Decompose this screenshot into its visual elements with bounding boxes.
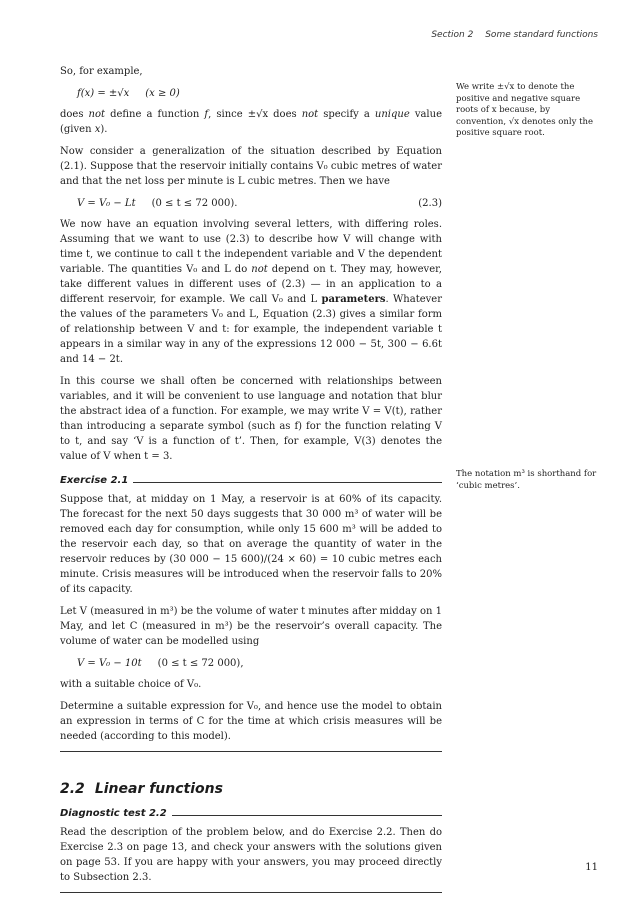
diagnostic-heading-rule <box>172 815 442 816</box>
equation-2-3-condition: (0 ≤ t ≤ 72 000). <box>151 198 238 209</box>
exercise-paragraph-4: Determine a suitable expression for V₀, and hence use the model to obtain an expression in terms of C for the time at which crisis measures will be needed (according to this model). <box>60 701 442 742</box>
not-a-function-paragraph <box>60 107 442 137</box>
margin-note-square-root: We write ±√x to denote the positive and negative square roots of x because, by convention, √x denotes only the positive square root. <box>456 82 594 138</box>
parameters-paragraph <box>60 217 442 367</box>
main-column <box>60 64 442 893</box>
section-number: 2.2 <box>60 781 85 797</box>
header-section: Section 2 <box>431 30 474 40</box>
margin-note-cubic-metres: The notation m³ is shorthand for ‘cubic metres’. <box>456 469 597 491</box>
text-run: specify a <box>318 109 375 120</box>
diagnostic-heading <box>60 806 442 821</box>
emphasis-unique: unique <box>374 109 410 120</box>
text-run: value (given <box>60 109 442 135</box>
text-run: We now have an equation involving several letters, with differing roles. Assuming that we want to use (2.3) to describe how V will change with time t, we continue to call t the independent variable and V the dependent variable. The quantities V₀ and L do <box>60 219 442 275</box>
exercise-heading-rule <box>133 482 442 483</box>
symbol-x: x <box>94 124 101 135</box>
text-run: ). <box>100 124 108 135</box>
page-number: 11 <box>585 862 598 873</box>
generalization-paragraph: Now consider a generalization of the situation described by Equation (2.1). Suppose that the reservoir initially contains V₀ cubic metres of water and that the net loss per minute is L cubic metres. Then we have <box>60 146 442 187</box>
exercise-paragraph-2: Let V (measured in m³) be the volume of water t minutes after midday on 1 May, and let C (measured in m³) be the reservoir’s overall capacity. The volume of water can be modelled using <box>60 606 442 647</box>
notation-paragraph: In this course we shall often be concerned with relationships between variables, and it will be convenient to use language and notation that blur the abstract idea of a function. For example, we may write V = V(t), rather than introducing a separate symbol (such as f) for the function relating V to t, and say ‘V is a function of t’. Then, for example, V(3) denotes the value of V when t = 3. <box>60 376 442 462</box>
header-title: Some standard functions <box>485 30 598 40</box>
section-heading <box>60 782 442 797</box>
emphasis-not: not <box>301 109 319 120</box>
term-parameters: parameters <box>321 294 386 305</box>
exercise-end-rule <box>60 751 442 752</box>
text-run: , since ±√x does <box>208 109 302 120</box>
equation-f-of-x-expression: f(x) = ±√x <box>77 88 130 99</box>
equation-2-3 <box>77 196 442 211</box>
symbol-f: f <box>204 109 209 120</box>
exercise-heading <box>60 473 442 488</box>
equation-2-3-number: (2.3) <box>418 198 442 209</box>
intro-paragraph: So, for example, <box>60 66 143 77</box>
equation-f-of-x-condition: (x ≥ 0) <box>145 88 180 99</box>
diagnostic-paragraph: Read the description of the problem below, and do Exercise 2.2. Then do Exercise 2.3 on page 13, and check your answers with the solutions given on page 53. If you are happy with your answers, you may proceed directly to Subsection 2.3. <box>60 827 442 883</box>
emphasis-not: not <box>251 264 268 275</box>
exercise-equation-condition: (0 ≤ t ≤ 72 000), <box>157 658 244 669</box>
equation-2-3-expression: V = V₀ − Lt <box>77 198 136 209</box>
diagnostic-heading-label: Diagnostic test 2.2 <box>60 808 167 819</box>
exercise-equation <box>77 656 442 671</box>
emphasis-not: not <box>88 109 106 120</box>
exercise-paragraph-3: with a suitable choice of V₀. <box>60 679 202 690</box>
diagnostic-end-rule <box>60 892 442 893</box>
text-run: . Whatever the values of the parameters V₀ and L, Equation (2.3) gives a similar form of relationship between V and t: for example, the independent variable t appears in a similar way in any of the expressions 12 000 − 5t, 300 − 6.6t and 14 − 2t. <box>60 294 442 365</box>
exercise-paragraph-1: Suppose that, at midday on 1 May, a reservoir is at 60% of its capacity. The forecast for the next 50 days suggests that 30 000 m³ of water will be removed each day for consumption, while only 15 600 m³ will be added to the reservoir each day, so that on average the quantity of water in the reservoir reduces by (30 000 − 15 600)/(24 × 60) = 10 cubic metres each minute. Crisis measures will be introduced when the reservoir falls to 20% of its capacity. <box>60 494 442 595</box>
running-header <box>431 30 598 40</box>
text-run: define a function <box>105 109 205 120</box>
text-run: depend on t. They may, however, take different values in different uses of (2.3) — in an application to a different reservoir, for example. We call V₀ and L <box>60 264 442 305</box>
section-title: Linear functions <box>94 781 223 797</box>
exercise-equation-expression: V = V₀ − 10t <box>77 658 142 669</box>
exercise-heading-label: Exercise 2.1 <box>60 475 129 486</box>
text-run: does <box>60 109 89 120</box>
equation-f-of-x <box>77 86 442 101</box>
